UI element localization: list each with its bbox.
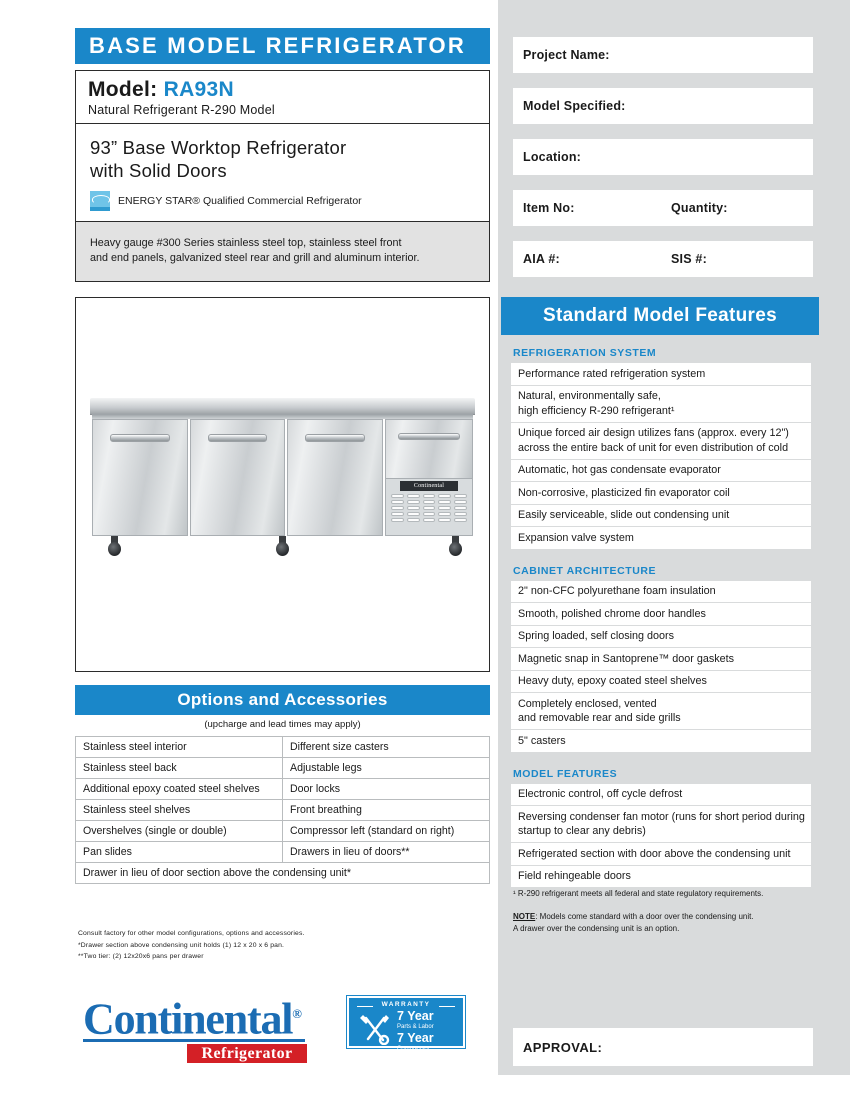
section-title-refrigeration: REFRIGERATION SYSTEM [513, 347, 657, 359]
list-item: Completely enclosed, vented and removable rear and side grills [511, 693, 811, 730]
warranty-parts-label: Parts & Labor [397, 1024, 434, 1030]
list-item: Easily serviceable, slide out condensing unit [511, 505, 811, 528]
louver-slot [423, 512, 436, 516]
louver-slot [391, 518, 404, 522]
option-cell: Stainless steel shelves [76, 800, 283, 821]
warranty-parts-years: 7 Year [397, 1009, 434, 1023]
approval-field[interactable] [513, 1028, 813, 1066]
construction-box [75, 222, 490, 282]
construction-line1: Heavy gauge #300 Series stainless steel top, stainless steel front [90, 237, 402, 249]
table-row [76, 737, 490, 758]
list-item: Performance rated refrigeration system [511, 363, 811, 386]
option-cell-full: Drawer in lieu of door section above the condensing unit* [76, 863, 490, 884]
features-header: Standard Model Features [501, 297, 819, 335]
louver-slot [438, 512, 451, 516]
section-title-cabinet: CABINET ARCHITECTURE [513, 564, 657, 577]
list-item: Heavy duty, epoxy coated steel shelves [511, 671, 811, 694]
footnote-drawer-section: *Drawer section above condensing unit holds (1) 12 x 20 x 6 pan. [78, 941, 285, 949]
condensing-section-door [385, 419, 473, 479]
field-label: AIA #: [523, 252, 560, 266]
louver-slot [454, 500, 467, 504]
door-handle-icon [398, 433, 460, 440]
door-handle-icon [305, 434, 365, 442]
option-cell: Stainless steel back [76, 758, 283, 779]
warranty-title: WARRANTY [349, 1001, 463, 1008]
model-box [75, 70, 490, 124]
list-item: Automatic, hot gas condensate evaporator [511, 460, 811, 483]
table-row [76, 758, 490, 779]
door-handle-icon [208, 434, 268, 442]
caster-wheel [449, 536, 462, 558]
louver-slot [423, 506, 436, 510]
field-model-specified[interactable] [513, 88, 813, 124]
option-cell: Overshelves (single or double) [76, 821, 283, 842]
louver-slot [407, 494, 420, 498]
field-label: Location: [523, 150, 582, 164]
louver-slot [438, 500, 451, 504]
table-row [76, 821, 490, 842]
louver-slot [407, 506, 420, 510]
option-cell: Adjustable legs [283, 758, 490, 779]
field-location[interactable] [513, 139, 813, 175]
left-product-column [75, 28, 490, 282]
option-cell: Door locks [283, 779, 490, 800]
list-item: Magnetic snap in Santoprene™ door gaskets [511, 648, 811, 671]
model-line [88, 78, 477, 102]
footnote-two-tier: **Two tier: (2) 12x20x6 pans per drawer [78, 953, 204, 960]
condensing-unit-section [385, 419, 473, 536]
table-row [76, 863, 490, 884]
left-footnotes [78, 928, 478, 963]
option-cell: Compressor left (standard on right) [283, 821, 490, 842]
solid-door-1 [92, 419, 188, 536]
louver-slot [438, 494, 451, 498]
options-table [75, 736, 490, 884]
louver-slot [454, 506, 467, 510]
logo-brand-text: Continental [83, 994, 293, 1044]
list-item: Unique forced air design utilizes fans (approx. every 12") across the entire back of unit for even distribution of cold [511, 423, 811, 460]
logo-subbrand: Refrigerator [187, 1044, 307, 1063]
approval-label: APPROVAL: [523, 1039, 603, 1055]
note-text: : Models come standard with a door over the condensing unit. A drawer over the condensing unit is an option. [513, 912, 754, 933]
louver-slot [391, 494, 404, 498]
brand-nameplate: Continental [400, 481, 458, 491]
model-number: RA93N [163, 78, 234, 101]
logo-wordmark [83, 992, 313, 1042]
warranty-terms [397, 1010, 434, 1054]
louver-slot [391, 500, 404, 504]
louver-slot [407, 518, 420, 522]
footnote-consult: Consult factory for other model configurations, options and accessories. [78, 930, 305, 937]
solid-door-2 [190, 419, 286, 536]
louver-slot [407, 512, 420, 516]
louver-slot [454, 494, 467, 498]
feature-list-cabinet [511, 581, 811, 753]
product-image [75, 297, 490, 672]
caster-wheel [108, 536, 121, 558]
note-label: NOTE [513, 912, 536, 921]
energy-star-row [90, 191, 475, 211]
construction-line2: and end panels, galvanized steel rear and grill and aluminum interior. [90, 252, 420, 264]
registered-mark: ® [292, 1006, 302, 1021]
list-item: 2" non-CFC polyurethane foam insulation [511, 581, 811, 604]
option-cell: Additional epoxy coated steel shelves [76, 779, 283, 800]
warranty-compressor-years: 7 Year [397, 1031, 434, 1045]
field-label: Item No: [523, 201, 575, 215]
option-cell: Different size casters [283, 737, 490, 758]
solid-door-3 [287, 419, 383, 536]
louver-slot [423, 500, 436, 504]
energy-star-icon [90, 191, 110, 211]
product-title-line1: 93” Base Worktop Refrigerator [90, 137, 347, 158]
field-label-sis: SIS #: [671, 252, 707, 266]
louvered-grill-panel [385, 479, 473, 536]
brand-logo [83, 992, 313, 1063]
option-cell: Drawers in lieu of doors** [283, 842, 490, 863]
options-header: Options and Accessories [75, 685, 490, 715]
model-label: Model: [88, 78, 158, 101]
louver-slot [391, 512, 404, 516]
louver-slot [407, 500, 420, 504]
louver-slot [423, 518, 436, 522]
warranty-compressor-label: Compressor [397, 1046, 430, 1052]
louver-slot [391, 506, 404, 510]
list-item: Electronic control, off cycle defrost [511, 784, 811, 807]
option-cell: Stainless steel interior [76, 737, 283, 758]
field-label-quantity: Quantity: [671, 201, 728, 215]
list-item: 5" casters [511, 730, 811, 753]
wrench-screwdriver-icon [358, 1013, 392, 1045]
options-note: (upcharge and lead times may apply) [204, 719, 361, 730]
right-footnotes [513, 888, 813, 935]
field-item-no[interactable] [513, 190, 813, 226]
product-description-box [75, 124, 490, 222]
feature-list-model [511, 784, 811, 889]
page-title: BASE MODEL REFRIGERATOR [75, 28, 490, 64]
list-item: Non-corrosive, plasticized fin evaporator coil [511, 482, 811, 505]
model-subtitle: Natural Refrigerant R-290 Model [88, 103, 275, 117]
louver-slot [454, 518, 467, 522]
section-title-model: MODEL FEATURES [513, 767, 618, 780]
field-project-name[interactable] [513, 37, 813, 73]
product-title-line2: with Solid Doors [90, 160, 227, 181]
list-item: Spring loaded, self closing doors [511, 626, 811, 649]
caster-wheel [276, 536, 289, 558]
option-cell: Pan slides [76, 842, 283, 863]
footnote-note [513, 911, 813, 935]
list-item: Refrigerated section with door above the condensing unit [511, 843, 811, 866]
louver-slot [438, 518, 451, 522]
worktop-surface [90, 398, 475, 414]
louver-grid [386, 492, 472, 524]
list-item: Reversing condenser fan motor (runs for short period during startup to clear any debris) [511, 806, 811, 843]
louver-slot [423, 494, 436, 498]
cabinet-body [92, 419, 473, 536]
door-handle-icon [110, 434, 170, 442]
table-row [76, 779, 490, 800]
features-list-wrapper [511, 344, 811, 888]
list-item: Expansion valve system [511, 527, 811, 550]
list-item: Field rehingeable doors [511, 866, 811, 889]
feature-list-refrigeration [511, 363, 811, 550]
option-cell: Front breathing [283, 800, 490, 821]
louver-slot [438, 506, 451, 510]
refrigerator-illustration [76, 390, 490, 570]
warranty-badge [347, 996, 465, 1052]
field-label: Model Specified: [523, 99, 626, 113]
footnote-refrigerant: ¹ R-290 refrigerant meets all federal and state regulatory requirements. [513, 889, 764, 898]
field-label: Project Name: [523, 48, 610, 62]
louver-slot [454, 512, 467, 516]
field-aia[interactable] [513, 241, 813, 277]
energy-star-label: ENERGY STAR® Qualified Commercial Refrigerator [118, 195, 362, 207]
list-item: Smooth, polished chrome door handles [511, 603, 811, 626]
list-item: Natural, environmentally safe, high efficiency R-290 refrigerant¹ [511, 386, 811, 423]
table-row [76, 842, 490, 863]
table-row [76, 800, 490, 821]
